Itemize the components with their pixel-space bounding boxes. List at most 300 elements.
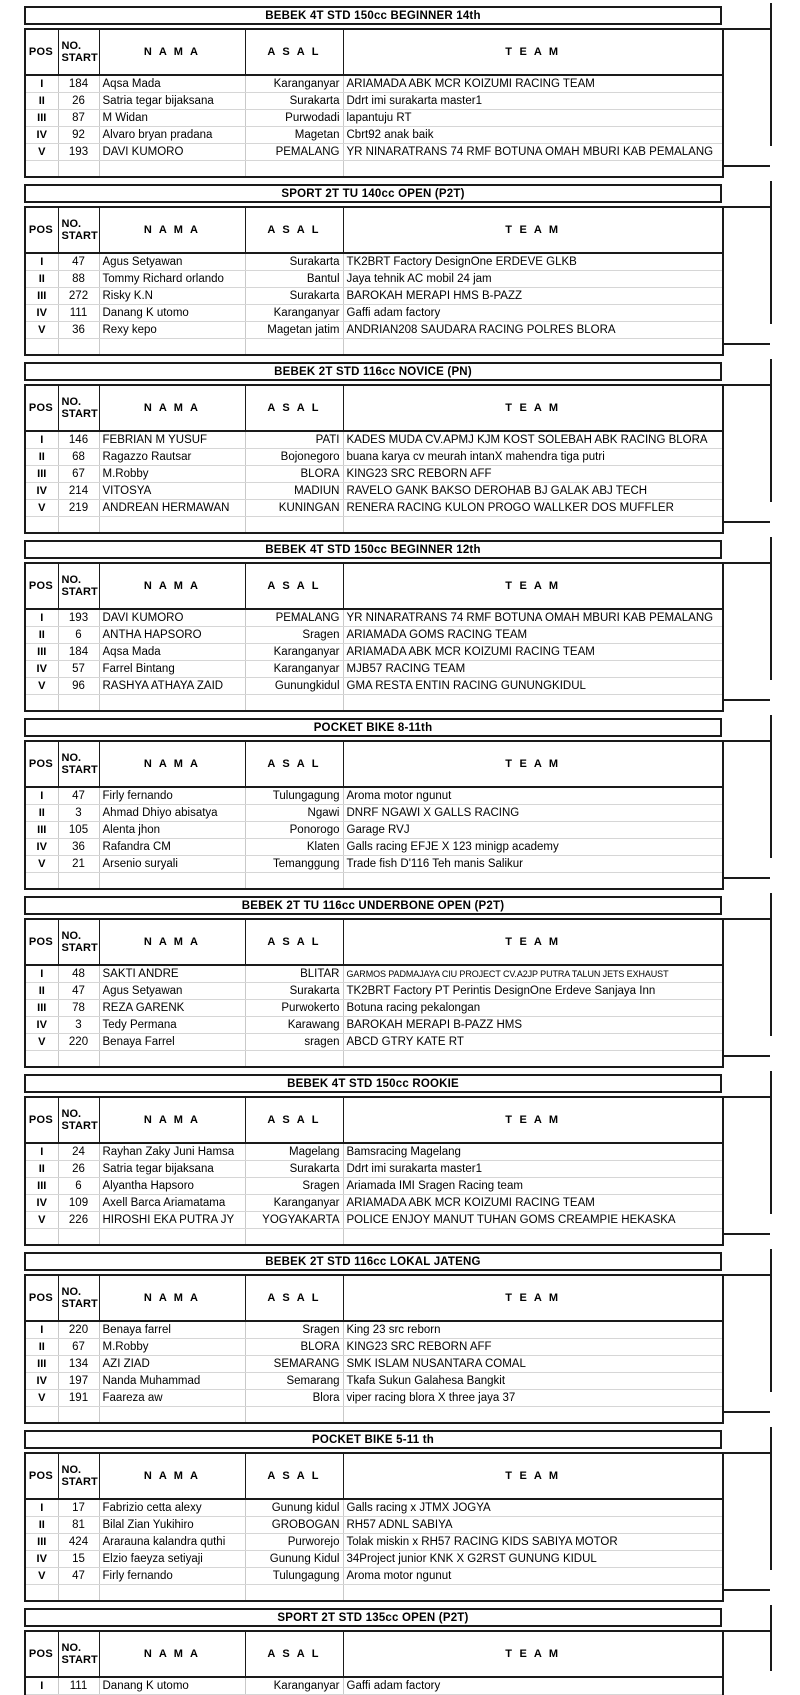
start-number: 3 — [58, 805, 99, 822]
table-empty-row — [25, 873, 723, 890]
team-name: Garage RVJ — [343, 822, 723, 839]
rider-name: Elzio faeyza setiyaji — [99, 1551, 245, 1568]
block-frame — [24, 362, 772, 534]
team-name: lapantuju RT — [343, 110, 723, 127]
result-position: I — [25, 1321, 58, 1339]
column-header-nama: N A M A — [99, 563, 245, 609]
team-name: Ariamada IMI Sragen Racing team — [343, 1178, 723, 1195]
empty-cell — [343, 339, 723, 356]
start-number: 105 — [58, 822, 99, 839]
empty-cell — [343, 1229, 723, 1246]
start-number: 26 — [58, 1161, 99, 1178]
team-name: GMA RESTA ENTIN RACING GUNUNGKIDUL — [343, 678, 723, 695]
start-number: 67 — [58, 1339, 99, 1356]
rider-name: Arsenio suryali — [99, 856, 245, 873]
rider-origin: Magetan — [245, 127, 343, 144]
result-position: III — [25, 1178, 58, 1195]
column-header-start-number — [58, 563, 99, 609]
result-position: IV — [25, 483, 58, 500]
header-rule-extension-top — [722, 740, 770, 742]
start-number: 184 — [58, 75, 99, 93]
start-number: 424 — [58, 1534, 99, 1551]
rider-name: REZA GARENK — [99, 1000, 245, 1017]
header-rule-extension-top — [722, 1096, 770, 1098]
start-number: 47 — [58, 253, 99, 271]
results-table-wrap — [24, 206, 772, 356]
team-name: POLICE ENJOY MANUT TUHAN GOMS CREAMPIE HEKASKA — [343, 1212, 723, 1229]
team-name: TK2BRT Factory PT Perintis DesignOne Erdeve Sanjaya Inn — [343, 983, 723, 1000]
rider-origin: Klaten — [245, 839, 343, 856]
table-row — [25, 805, 723, 822]
column-header-start-number — [58, 29, 99, 75]
table-row — [25, 839, 723, 856]
outer-right-rule — [770, 537, 772, 680]
result-position: II — [25, 449, 58, 466]
column-header-nama: N A M A — [99, 1275, 245, 1321]
table-row — [25, 787, 723, 805]
column-header-team: T E A M — [343, 1275, 723, 1321]
result-position: V — [25, 144, 58, 161]
results-table — [24, 1096, 724, 1246]
start-number: 193 — [58, 144, 99, 161]
table-row — [25, 127, 723, 144]
block-frame — [24, 1074, 772, 1246]
result-position: III — [25, 1356, 58, 1373]
rider-name: Firly fernando — [99, 1568, 245, 1585]
rider-name: HIROSHI EKA PUTRA JY — [99, 1212, 245, 1229]
empty-cell — [245, 339, 343, 356]
table-header-row — [25, 1097, 723, 1143]
column-header-asal: A S A L — [245, 1453, 343, 1499]
class-title: BEBEK 4T STD 150cc BEGINNER 14th — [265, 9, 481, 22]
team-name: Galls racing EFJE X 123 minigp academy — [343, 839, 723, 856]
table-row — [25, 661, 723, 678]
column-header-start-line2: START — [61, 52, 98, 64]
results-table — [24, 1452, 724, 1602]
start-number: 6 — [58, 627, 99, 644]
rider-origin: Magetan jatim — [245, 322, 343, 339]
rider-origin: KUNINGAN — [245, 500, 343, 517]
column-header-start-line1: NO. — [61, 752, 82, 764]
rider-name: Nanda Muhammad — [99, 1373, 245, 1390]
rider-origin: Tulungagung — [245, 787, 343, 805]
column-header-team: T E A M — [343, 385, 723, 431]
table-row — [25, 856, 723, 873]
table-row — [25, 1017, 723, 1034]
empty-cell — [99, 161, 245, 178]
rider-origin: Purwodadi — [245, 110, 343, 127]
empty-cell — [58, 695, 99, 712]
table-row — [25, 1195, 723, 1212]
header-rule-extension-bottom — [722, 877, 770, 879]
rider-origin: Sragen — [245, 1321, 343, 1339]
empty-cell — [343, 1407, 723, 1424]
column-header-team: T E A M — [343, 741, 723, 787]
rider-name: Danang K utomo — [99, 305, 245, 322]
result-position: V — [25, 1390, 58, 1407]
class-title: POCKET BIKE 8-11th — [313, 721, 433, 734]
header-rule-extension-top — [722, 1274, 770, 1276]
class-title: SPORT 2T STD 135cc OPEN (P2T) — [277, 1611, 469, 1624]
results-table-wrap — [24, 28, 772, 178]
rider-name: M.Robby — [99, 466, 245, 483]
result-position: II — [25, 627, 58, 644]
table-row — [25, 1356, 723, 1373]
result-position: I — [25, 787, 58, 805]
start-number: 214 — [58, 483, 99, 500]
table-row — [25, 1321, 723, 1339]
start-number: 88 — [58, 271, 99, 288]
outer-right-rule — [770, 1071, 772, 1214]
result-position: V — [25, 1568, 58, 1585]
header-rule-extension-top — [722, 918, 770, 920]
column-header-team: T E A M — [343, 207, 723, 253]
rider-origin: Karanganyar — [245, 1677, 343, 1695]
start-number: 134 — [58, 1356, 99, 1373]
table-row — [25, 1339, 723, 1356]
class-result-block — [0, 178, 800, 356]
class-title-bar — [24, 1430, 722, 1449]
class-result-block — [0, 1602, 800, 1695]
table-row — [25, 644, 723, 661]
start-number: 26 — [58, 93, 99, 110]
class-result-block — [0, 534, 800, 712]
column-header-pos-label: POS — [28, 1292, 54, 1304]
start-number: 92 — [58, 127, 99, 144]
empty-cell — [99, 339, 245, 356]
team-name: ARIAMADA ABK MCR KOIZUMI RACING TEAM — [343, 75, 723, 93]
header-rule-extension-top — [722, 384, 770, 386]
empty-cell — [58, 339, 99, 356]
result-position: I — [25, 253, 58, 271]
class-title: POCKET BIKE 5-11 th — [311, 1433, 435, 1446]
table-row — [25, 1677, 723, 1695]
result-position: IV — [25, 1017, 58, 1034]
rider-origin: Gunung Kidul — [245, 1551, 343, 1568]
result-position: IV — [25, 1373, 58, 1390]
empty-cell — [343, 1585, 723, 1602]
column-header-start-number — [58, 1275, 99, 1321]
empty-cell — [245, 1407, 343, 1424]
empty-cell — [58, 1407, 99, 1424]
table-empty-row — [25, 1407, 723, 1424]
team-name: ARIAMADA ABK MCR KOIZUMI RACING TEAM — [343, 644, 723, 661]
empty-cell — [245, 161, 343, 178]
table-row — [25, 449, 723, 466]
table-row — [25, 144, 723, 161]
start-number: 47 — [58, 1568, 99, 1585]
team-name: KADES MUDA CV.APMJ KJM KOST SOLEBAH ABK RACING BLORA — [343, 431, 723, 449]
start-number: 3 — [58, 1017, 99, 1034]
team-name: SMK ISLAM NUSANTARA COMAL — [343, 1356, 723, 1373]
class-title-bar — [24, 362, 722, 381]
block-frame — [24, 718, 772, 890]
rider-origin: Tulungagung — [245, 1568, 343, 1585]
rider-origin: Purwokerto — [245, 1000, 343, 1017]
rider-name: VITOSYA — [99, 483, 245, 500]
outer-right-rule — [770, 1427, 772, 1570]
table-row — [25, 322, 723, 339]
column-header-asal: A S A L — [245, 1275, 343, 1321]
start-number: 146 — [58, 431, 99, 449]
result-position: V — [25, 1034, 58, 1051]
column-header-start-line2: START — [61, 586, 98, 598]
column-header-start-line1: NO. — [61, 396, 82, 408]
start-number: 47 — [58, 787, 99, 805]
column-header-nama: N A M A — [99, 29, 245, 75]
block-frame — [24, 6, 772, 178]
class-title-bar — [24, 540, 722, 559]
column-header-pos — [25, 207, 58, 253]
start-number: 78 — [58, 1000, 99, 1017]
column-header-asal: A S A L — [245, 207, 343, 253]
rider-origin: PEMALANG — [245, 609, 343, 627]
table-row — [25, 1373, 723, 1390]
table-empty-row — [25, 1051, 723, 1068]
team-name: buana karya cv meurah intanX mahendra tiga putri — [343, 449, 723, 466]
rider-origin: Bojonegoro — [245, 449, 343, 466]
result-position: I — [25, 1143, 58, 1161]
team-name: ANDRIAN208 SAUDARA RACING POLRES BLORA — [343, 322, 723, 339]
team-name: Aroma motor ngunut — [343, 1568, 723, 1585]
results-table-wrap — [24, 384, 772, 534]
empty-cell — [343, 695, 723, 712]
table-header-row — [25, 741, 723, 787]
rider-name: Tommy Richard orlando — [99, 271, 245, 288]
empty-cell — [25, 161, 58, 178]
table-row — [25, 1551, 723, 1568]
header-rule-extension-top — [722, 1630, 770, 1632]
empty-cell — [245, 873, 343, 890]
table-header-row — [25, 207, 723, 253]
block-frame — [24, 1430, 772, 1602]
team-name: Ddrt imi surakarta master1 — [343, 93, 723, 110]
empty-cell — [25, 1051, 58, 1068]
start-number: 184 — [58, 644, 99, 661]
header-rule-extension-top — [722, 562, 770, 564]
table-row — [25, 431, 723, 449]
empty-cell — [343, 161, 723, 178]
column-header-nama: N A M A — [99, 207, 245, 253]
rider-name: ANDREAN HERMAWAN — [99, 500, 245, 517]
rider-name: Alvaro bryan pradana — [99, 127, 245, 144]
result-position: I — [25, 609, 58, 627]
result-position: II — [25, 1161, 58, 1178]
rider-name: Axell Barca Ariamatama — [99, 1195, 245, 1212]
table-row — [25, 1517, 723, 1534]
team-name: BAROKAH MERAPI HMS B-PAZZ — [343, 288, 723, 305]
start-number: 67 — [58, 466, 99, 483]
team-name: ARIAMADA ABK MCR KOIZUMI RACING TEAM — [343, 1195, 723, 1212]
start-number: 36 — [58, 839, 99, 856]
rider-name: ANTHA HAPSORO — [99, 627, 245, 644]
column-header-pos — [25, 1275, 58, 1321]
column-header-nama: N A M A — [99, 741, 245, 787]
rider-name: Rexy kepo — [99, 322, 245, 339]
header-rule-extension-bottom — [722, 1055, 770, 1057]
empty-cell — [58, 517, 99, 534]
rider-name: Farrel Bintang — [99, 661, 245, 678]
column-header-pos — [25, 1631, 58, 1677]
column-header-start-line2: START — [61, 942, 98, 954]
header-rule-extension-bottom — [722, 1589, 770, 1591]
block-frame — [24, 896, 772, 1068]
result-position: III — [25, 466, 58, 483]
table-row — [25, 1143, 723, 1161]
table-row — [25, 1568, 723, 1585]
result-position: II — [25, 271, 58, 288]
column-header-asal: A S A L — [245, 385, 343, 431]
column-header-pos — [25, 563, 58, 609]
rider-name: Fabrizio cetta alexy — [99, 1499, 245, 1517]
rider-name: FEBRIAN M YUSUF — [99, 431, 245, 449]
class-result-block — [0, 712, 800, 890]
column-header-pos — [25, 1453, 58, 1499]
result-position: II — [25, 93, 58, 110]
results-table — [24, 1630, 724, 1695]
team-name: BAROKAH MERAPI B-PAZZ HMS — [343, 1017, 723, 1034]
empty-cell — [58, 1051, 99, 1068]
team-name: Tkafa Sukun Galahesa Bangkit — [343, 1373, 723, 1390]
outer-right-rule — [770, 3, 772, 146]
outer-right-rule — [770, 715, 772, 858]
rider-name: SAKTI ANDRE — [99, 965, 245, 983]
team-name: MJB57 RACING TEAM — [343, 661, 723, 678]
rider-name: Firly fernando — [99, 787, 245, 805]
results-table — [24, 740, 724, 890]
team-name: 34Project junior KNK X G2RST GUNUNG KIDUL — [343, 1551, 723, 1568]
column-header-pos-label: POS — [28, 224, 54, 236]
empty-cell — [25, 1407, 58, 1424]
column-header-start-number — [58, 1453, 99, 1499]
rider-name: Alenta jhon — [99, 822, 245, 839]
empty-cell — [25, 339, 58, 356]
table-row — [25, 93, 723, 110]
results-table — [24, 562, 724, 712]
rider-name: AZI ZIAD — [99, 1356, 245, 1373]
table-row — [25, 1178, 723, 1195]
result-position: I — [25, 1677, 58, 1695]
empty-cell — [99, 873, 245, 890]
header-rule-extension-bottom — [722, 1411, 770, 1413]
team-name: KING23 SRC REBORN AFF — [343, 1339, 723, 1356]
empty-cell — [25, 1585, 58, 1602]
column-header-asal: A S A L — [245, 1097, 343, 1143]
rider-origin: GROBOGAN — [245, 1517, 343, 1534]
rider-origin: Semarang — [245, 1373, 343, 1390]
class-result-block — [0, 356, 800, 534]
result-position: I — [25, 965, 58, 983]
table-row — [25, 965, 723, 983]
column-header-pos-label: POS — [28, 580, 54, 592]
table-header-row — [25, 1631, 723, 1677]
column-header-nama: N A M A — [99, 1631, 245, 1677]
results-table-wrap — [24, 1452, 772, 1602]
results-table — [24, 1274, 724, 1424]
empty-cell — [99, 1051, 245, 1068]
rider-name: Benaya Farrel — [99, 1034, 245, 1051]
result-position: III — [25, 822, 58, 839]
start-number: 272 — [58, 288, 99, 305]
team-name: ABCD GTRY KATE RT — [343, 1034, 723, 1051]
table-row — [25, 983, 723, 1000]
column-header-pos-label: POS — [28, 1114, 54, 1126]
class-title: SPORT 2T TU 140cc OPEN (P2T) — [281, 187, 465, 200]
result-position: III — [25, 288, 58, 305]
column-header-start-line1: NO. — [61, 574, 82, 586]
empty-cell — [245, 695, 343, 712]
class-result-block — [0, 1246, 800, 1424]
class-result-block — [0, 1424, 800, 1602]
block-frame — [24, 184, 772, 356]
column-header-asal: A S A L — [245, 563, 343, 609]
class-title: BEBEK 2T STD 116cc LOKAL JATENG — [265, 1255, 481, 1268]
team-name: Botuna racing pekalongan — [343, 1000, 723, 1017]
table-row — [25, 1499, 723, 1517]
rider-origin: Temanggung — [245, 856, 343, 873]
empty-cell — [58, 1229, 99, 1246]
rider-origin: BLORA — [245, 1339, 343, 1356]
rider-origin: PATI — [245, 431, 343, 449]
rider-name: Danang K utomo — [99, 1677, 245, 1695]
column-header-asal: A S A L — [245, 29, 343, 75]
rider-name: Bilal Zian Yukihiro — [99, 1517, 245, 1534]
column-header-start-line1: NO. — [61, 930, 82, 942]
table-header-row — [25, 29, 723, 75]
column-header-nama: N A M A — [99, 919, 245, 965]
class-title: BEBEK 4T STD 150cc ROOKIE — [287, 1077, 459, 1090]
empty-cell — [343, 1051, 723, 1068]
table-row — [25, 1000, 723, 1017]
empty-cell — [343, 517, 723, 534]
result-position: III — [25, 1000, 58, 1017]
table-row — [25, 253, 723, 271]
rider-origin: Karanganyar — [245, 1195, 343, 1212]
rider-origin: Karawang — [245, 1017, 343, 1034]
results-table — [24, 918, 724, 1068]
table-row — [25, 305, 723, 322]
empty-cell — [58, 873, 99, 890]
start-number: 111 — [58, 305, 99, 322]
team-name: KING23 SRC REBORN AFF — [343, 466, 723, 483]
column-header-start-line2: START — [61, 230, 98, 242]
table-row — [25, 483, 723, 500]
class-title-bar — [24, 6, 722, 25]
table-row — [25, 75, 723, 93]
rider-origin: Blora — [245, 1390, 343, 1407]
team-name: Ddrt imi surakarta master1 — [343, 1161, 723, 1178]
team-name: YR NINARATRANS 74 RMF BOTUNA OMAH MBURI KAB PEMALANG — [343, 609, 723, 627]
rider-origin: Ngawi — [245, 805, 343, 822]
rider-origin: MADIUN — [245, 483, 343, 500]
header-rule-extension-bottom — [722, 699, 770, 701]
rider-name: RASHYA ATHAYA ZAID — [99, 678, 245, 695]
results-table — [24, 384, 724, 534]
results-table — [24, 28, 724, 178]
block-frame — [24, 1252, 772, 1424]
column-header-pos — [25, 1097, 58, 1143]
column-header-pos-label: POS — [28, 936, 54, 948]
team-name: Gaffi adam factory — [343, 305, 723, 322]
rider-name: Agus Setyawan — [99, 253, 245, 271]
column-header-team: T E A M — [343, 1453, 723, 1499]
result-position: V — [25, 678, 58, 695]
rider-name: Ahmad Dhiyo abisatya — [99, 805, 245, 822]
table-empty-row — [25, 695, 723, 712]
outer-right-rule — [770, 181, 772, 324]
rider-origin: Karanganyar — [245, 661, 343, 678]
header-rule-extension-bottom — [722, 343, 770, 345]
